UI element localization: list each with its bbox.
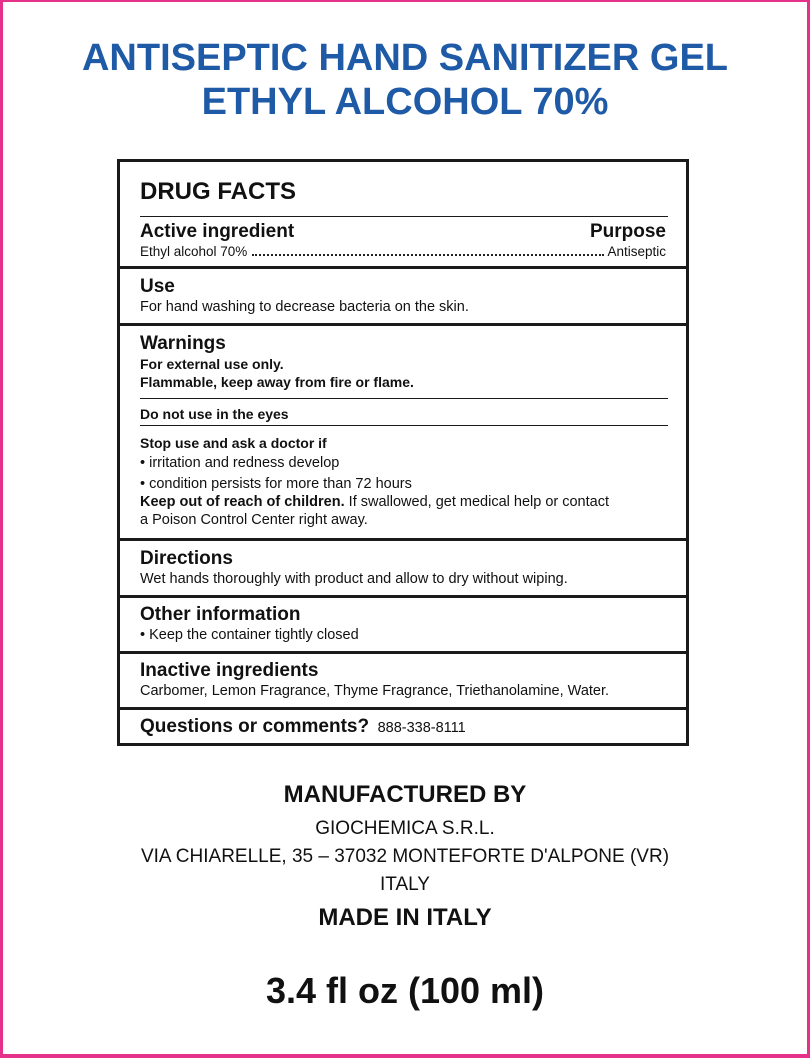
inactive-heading: Inactive ingredients: [140, 660, 319, 681]
keep-out-bold: Keep out of reach of children.: [140, 494, 345, 510]
stop-use-block: [120, 434, 686, 529]
section-rule: [120, 651, 686, 654]
use-text: For hand washing to decrease bacteria on the skin.: [140, 299, 469, 315]
questions-heading: Questions or comments?: [140, 716, 370, 737]
drug-facts-heading: DRUG FACTS: [140, 178, 296, 205]
section-rule: [120, 707, 686, 710]
eyes-block: [120, 405, 686, 423]
manufacturer-name: GIOCHEMICA S.R.L.: [315, 818, 495, 839]
title-line-2: ETHYL ALCOHOL 70%: [201, 81, 609, 123]
drug-facts-panel: [117, 159, 689, 746]
active-block: [120, 221, 686, 261]
section-rule: [120, 595, 686, 598]
section-rule: [120, 538, 686, 541]
manufacturer-heading: MANUFACTURED BY: [283, 781, 527, 808]
title-line-1: ANTISEPTIC HAND SANITIZER GEL: [81, 37, 729, 79]
purpose-heading: Purpose: [589, 221, 666, 242]
external-use-text: For external use only.: [140, 356, 284, 372]
directions-text: Wet hands thoroughly with product and allow to dry without wiping.: [140, 571, 568, 587]
manufacturer-country: ITALY: [380, 874, 430, 895]
warnings-heading: Warnings: [140, 333, 226, 354]
flammable-text: Flammable, keep away from fire or flame.: [140, 374, 414, 390]
divider: [140, 398, 668, 399]
stop-use-text: Stop use and ask a doctor if: [140, 435, 327, 451]
inactive-section: [120, 660, 686, 700]
questions-section: [120, 716, 686, 738]
section-rule: [120, 266, 686, 269]
inactive-text: Carbomer, Lemon Fragrance, Thyme Fragrance, Triethanolamine, Water.: [140, 683, 610, 699]
net-contents: 3.4 fl oz (100 ml): [265, 970, 545, 1011]
divider: [140, 425, 668, 426]
directions-section: [120, 548, 686, 588]
use-heading: Use: [140, 276, 175, 297]
warning-bullet: • condition persists for more than 72 hours: [140, 476, 412, 492]
keep-out-text-2: a Poison Control Center right away.: [140, 512, 368, 528]
active-section: [120, 178, 686, 206]
warning-bullet: • irritation and redness develop: [140, 455, 340, 471]
purpose-value: Antiseptic: [607, 244, 666, 259]
directions-heading: Directions: [140, 548, 233, 569]
do-not-use-text: Do not use in the eyes: [140, 406, 289, 422]
divider: [140, 216, 668, 217]
made-in-text: MADE IN ITALY: [318, 904, 492, 931]
warnings-section: [120, 333, 686, 391]
active-ingredient-value: Ethyl alcohol 70%: [140, 244, 248, 259]
active-ingredient-heading: Active ingredient: [140, 221, 295, 242]
other-info-section: [120, 604, 686, 644]
section-rule: [120, 323, 686, 326]
questions-phone: 888-338-8111: [377, 720, 466, 736]
keep-out-text: [140, 493, 666, 511]
product-title: [0, 36, 810, 124]
other-info-heading: Other information: [140, 604, 301, 625]
manufacturer-address: VIA CHIARELLE, 35 – 37032 MONTEFORTE D'ALPONE (VR): [140, 846, 670, 867]
leader-dots: [252, 254, 604, 256]
other-info-text: • Keep the container tightly closed: [140, 627, 359, 643]
keep-out-rest: If swallowed, get medical help or contact: [344, 494, 609, 510]
use-section: [120, 276, 686, 316]
